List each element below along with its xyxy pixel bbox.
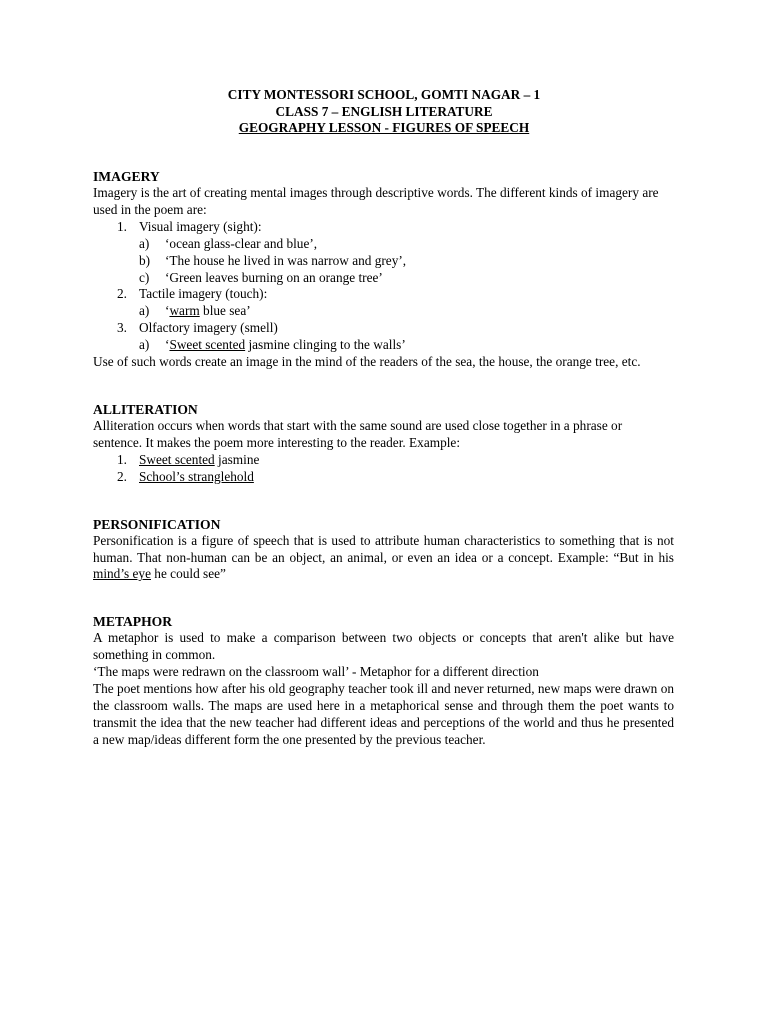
sub-list-item — [93, 270, 674, 287]
underlined-phrase: School’s stranglehold — [139, 468, 254, 484]
list-item-text: ‘ocean glass-clear and blue’, — [165, 235, 318, 251]
metaphor-quote: ‘The maps were redrawn on the classroom wall’ - Metaphor for a different direction — [93, 664, 539, 680]
class-subject: CLASS 7 – ENGLISH LITERATURE — [275, 103, 493, 119]
personification-text — [93, 533, 674, 584]
list-marker: a) — [139, 303, 150, 319]
list-marker: 2. — [117, 468, 127, 484]
list-marker: a) — [139, 235, 150, 251]
list-item-label: Olfactory imagery (smell) — [139, 320, 278, 336]
list-item-text: ‘Green leaves burning on an orange tree’ — [165, 269, 383, 285]
school-name: CITY MONTESSORI SCHOOL, GOMTI NAGAR – 1 — [227, 87, 541, 102]
alliteration-section — [93, 401, 674, 486]
list-marker: 1. — [117, 451, 127, 467]
list-marker: b) — [139, 252, 151, 268]
list-item-text: ‘The house he lived in was narrow and grey’, — [165, 252, 407, 268]
underlined-phrase: Sweet scented — [169, 337, 246, 353]
sub-list-item — [93, 337, 674, 354]
imagery-outro: Use of such words create an image in the mind of the readers of the sea, the house, the orange tree, etc. — [93, 354, 641, 370]
document-header — [0, 87, 768, 137]
list-item — [93, 469, 674, 486]
sub-list-item — [93, 253, 674, 270]
text-segment: Personification is a figure of speech that is used to attribute human characteristics to something that is not human. That non-human can be an object, an animal, or even an idea or a concept. Example: “But in his — [93, 532, 674, 565]
list-item-text — [165, 303, 674, 320]
imagery-section — [93, 168, 674, 371]
underlined-word: warm — [169, 303, 200, 319]
list-item — [93, 452, 674, 469]
list-item — [93, 320, 674, 337]
metaphor-section — [93, 613, 674, 748]
text-segment: jasmine clinging to the walls’ — [245, 337, 406, 353]
imagery-heading: IMAGERY — [93, 169, 160, 184]
metaphor-heading: METAPHOR — [93, 614, 173, 630]
list-marker: c) — [139, 269, 150, 285]
list-marker: 2. — [117, 286, 127, 302]
personification-section — [93, 516, 674, 584]
list-item-label: Visual imagery (sight): — [139, 218, 262, 234]
underlined-phrase: mind’s eye — [93, 566, 151, 582]
imagery-intro: Imagery is the art of creating mental images through descriptive words. The different kinds of imagery are used in the poem are: — [93, 185, 659, 217]
text-segment: he could see” — [150, 566, 226, 582]
personification-heading: PERSONIFICATION — [93, 516, 221, 532]
lesson-title: GEOGRAPHY LESSON - FIGURES OF SPEECH — [238, 120, 530, 135]
list-item — [93, 286, 674, 303]
list-marker: a) — [139, 337, 150, 353]
text-segment: ‘ — [165, 337, 170, 353]
sub-list-item — [93, 236, 674, 253]
list-item-text — [139, 469, 674, 486]
list-marker: 3. — [117, 320, 127, 336]
list-marker: 1. — [117, 218, 127, 234]
metaphor-body: The poet mentions how after his old geography teacher took ill and never returned, new maps were drawn on the classroom walls. The maps are used here in a metaphorical sense and through them the poet wants to transmit the idea that the new teacher had different ideas and perceptions of the world and thus he presented a new map/ideas different form the one presented by the previous teacher. — [93, 681, 674, 747]
list-item-text — [165, 337, 674, 354]
document-body — [93, 168, 674, 749]
metaphor-intro: A metaphor is used to make a comparison between two objects or concepts that aren't alike but have something in common. — [93, 630, 674, 663]
alliteration-intro: Alliteration occurs when words that start with the same sound are used close together in a phrase or sentence. It makes the poem more interesting to the reader. Example: — [93, 417, 623, 450]
text-segment: ‘ — [165, 303, 170, 319]
alliteration-heading: ALLITERATION — [93, 401, 198, 417]
list-item — [93, 219, 674, 236]
list-item-label: Tactile imagery (touch): — [139, 286, 268, 302]
sub-list-item — [93, 303, 674, 320]
list-item-text — [139, 452, 674, 469]
underlined-phrase: Sweet scented — [139, 451, 215, 467]
text-segment: jasmine — [214, 451, 260, 467]
text-segment: blue sea’ — [199, 303, 251, 319]
